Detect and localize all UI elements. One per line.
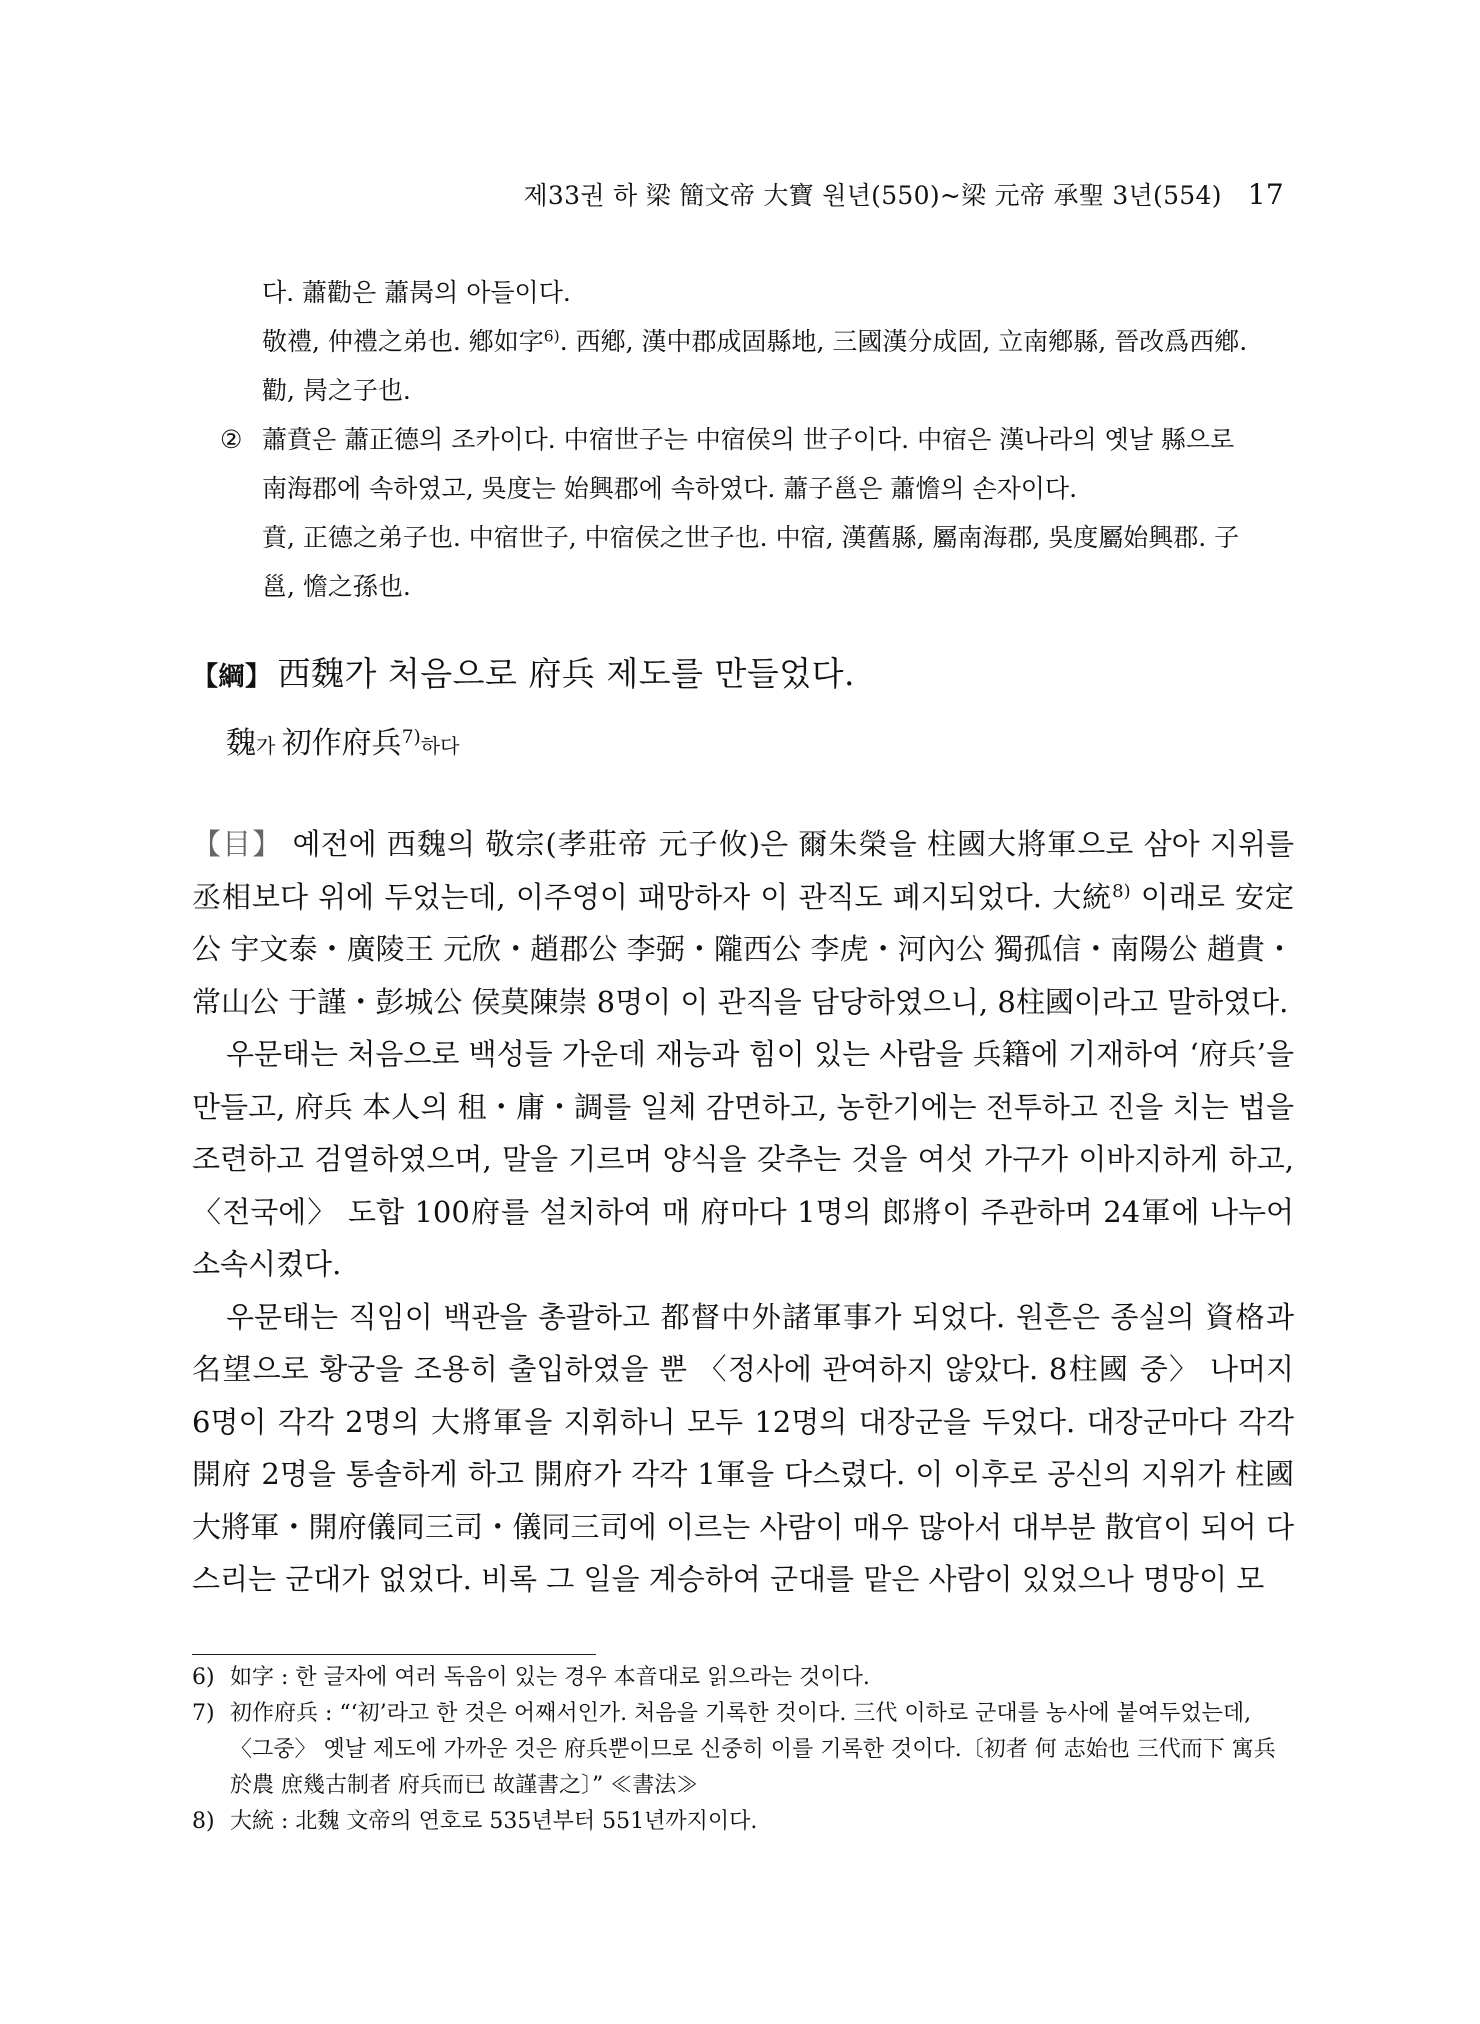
gang-tag: 【綱】 [192, 662, 272, 692]
page-number: 17 [1247, 178, 1284, 211]
note-item-number: ② [220, 425, 243, 454]
note-line: 다. 蕭勸은 蕭昺의 아들이다. [262, 278, 571, 307]
gang-title: 西魏가 처음으로 府兵 제도를 만들었다. [277, 654, 856, 693]
note-line: 邕, 憺之孫也. [262, 572, 411, 601]
note-line: 南海郡에 속하였고, 吳度는 始興郡에 속하였다. 蕭子邕은 蕭憺의 손자이다. [262, 474, 1078, 503]
footnote-ref: 8) [1112, 880, 1131, 902]
running-header [523, 176, 1284, 212]
footnote-divider [192, 1654, 596, 1655]
footnote-ref: 6) [543, 327, 560, 346]
footnotes [192, 1660, 1294, 1840]
body-paragraph-2: 우문태는 처음으로 백성들 가운데 재능과 힘이 있는 사람을 兵籍에 기재하여 ‘府兵’을 만들고, 府兵 本人의 租・庸・調를 일체 감면하고, 농한기에는 전투하고 진을 치는 법을 조련하고 검열하였으며, 말을 기르며 양식을 갖추는 것을 여섯 가구가 이바지하게 하고, 〈전국에〉 도합 100府를 설치하여 매 府마다 1명의 郎將이 주관하며 24軍에 나누어 소속시켰다. [192, 1037, 1294, 1281]
running-title: 제33권 하 梁 簡文帝 大寶 원년(550)~梁 元帝 承聖 3년(554) [523, 181, 1222, 210]
footnote: 7) 初作府兵 : “‘初’라고 한 것은 어째서인가. 처음을 기록한 것이다. 三代 이하로 군대를 농사에 붙여두었는데, 〈그중〉 옛날 제도에 가까운 것은 府兵뿐이므로 신중히 이를 기록한 것이다.〔初者 何 志始也 三代而下 寓兵於農 庶幾古制者 府兵而已 故謹書之〕” ≪書法≫ [192, 1701, 1276, 1798]
mok-body [192, 818, 1294, 1606]
note-line: 蕭賁은 蕭正德의 조카이다. 中宿世子는 中宿侯의 世子이다. 中宿은 漢나라의 옛날 縣으로 [262, 425, 1235, 454]
footnote-ref: 7) [401, 726, 421, 748]
footnote: 8) 大統 : 北魏 文帝의 연호로 535년부터 551년까지이다. [192, 1809, 758, 1834]
body-paragraph-3: 우문태는 직임이 백관을 총괄하고 都督中外諸軍事가 되었다. 원흔은 종실의 資格과 名望으로 황궁을 조용히 출입하였을 뿐 〈정사에 관여하지 않았다. 8柱國 중〉 나머지 6명이 각각 2명의 大將軍을 지휘하니 모두 12명의 대장군을 두었다. 대장군마다 각각 開府 2명을 통솔하게 하고 開府가 각각 1軍을 다스렸다. 이 이후로 공신의 지위가 柱國大將軍・開府儀同三司・儀同三司에 이르는 사람이 매우 많아서 대부분 散官이 되어 다스리는 군대가 없었다. 비록 그 일을 계승하여 군대를 맡은 사람이 있었으나 명망이 모 [192, 1299, 1294, 1596]
note-item-2 [220, 415, 1292, 611]
commentary-notes [220, 268, 1292, 611]
gang-heading [192, 648, 855, 695]
footnote: 6) 如字 : 한 글자에 여러 독음이 있는 경우 本音대로 읽으라는 것이다. [192, 1665, 870, 1690]
note-line: 敬禮, 仲禮之弟也. 鄕如字$^{6)}$. 西鄕, 漢中郡成固縣地, 三國漢分成固, 立南鄕縣, 晉改爲西鄕. [262, 327, 1248, 356]
note-line: 賁, 正德之弟子也. 中宿世子, 中宿侯之世子也. 中宿, 漢舊縣, 屬南海郡, 吳度屬始興郡. 子 [262, 523, 1240, 552]
note-line: 勸, 昺之子也. [262, 376, 411, 405]
gang-original: 魏가 初作府兵$^{7)}$하다 [226, 726, 460, 761]
mok-tag: 【目】 [192, 827, 283, 861]
body-paragraph-1: 【目】 예전에 西魏의 敬宗(孝莊帝 元子攸)은 爾朱榮을 柱國大將軍으로 삼아 지위를 丞相보다 위에 두었는데, 이주영이 패망하자 이 관직도 폐지되었다. 大統$^{8)}$ 이래로 安定公 宇文泰・廣陵王 元欣・趙郡公 李弼・隴西公 李虎・河內公 獨孤信・南陽公 趙貴・常山公 于謹・彭城公 侯莫陳崇 8명이 이 관직을 담당하였으니, 8柱國이라고 말하였다. [192, 827, 1294, 1019]
